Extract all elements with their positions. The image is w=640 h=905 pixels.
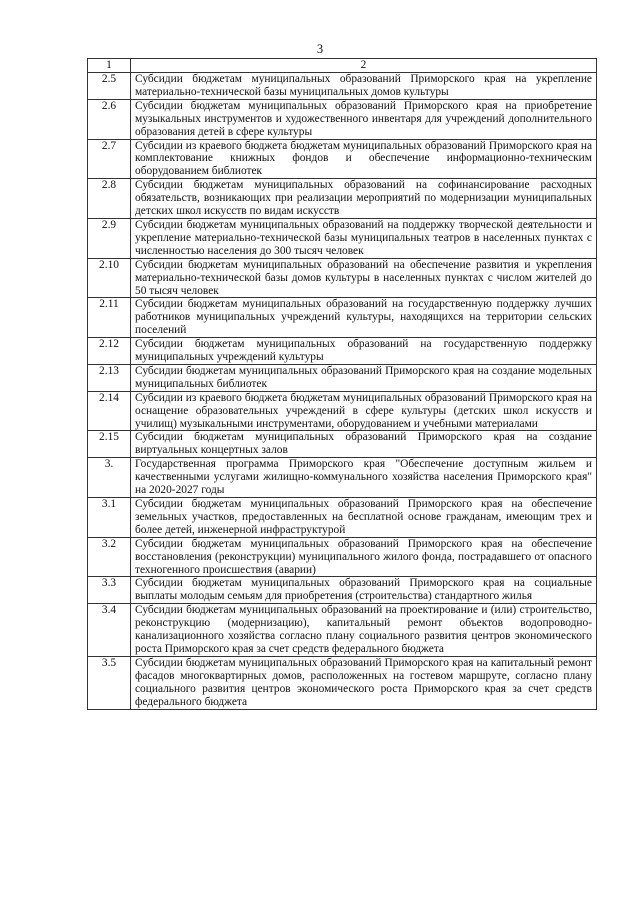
row-number: 2.13 [88, 364, 131, 391]
row-number: 2.12 [88, 338, 131, 365]
table-row [88, 139, 597, 179]
row-number: 2.6 [88, 99, 131, 139]
header-cell-2: 2 [131, 59, 597, 73]
table-row [88, 577, 597, 604]
row-text: Субсидии бюджетам муниципальных образований на проектирование и (или) строительство, реконструкцию (модернизацию), капитальный ремонт объектов водопроводно-канализационного хозяйства согласно плану социального развития центров экономического роста Приморского края за счет средств федерального бюджета [131, 604, 597, 657]
table-row [88, 218, 597, 258]
row-number: 2.14 [88, 391, 131, 431]
table-row [88, 73, 597, 100]
table-row [88, 179, 597, 219]
row-number: 3.3 [88, 577, 131, 604]
row-text: Субсидии бюджетам муниципальных образований на государственную поддержку муниципальных учреждений культуры [131, 338, 597, 365]
row-number: 3. [88, 458, 131, 498]
row-text: Субсидии бюджетам муниципальных образований на поддержку творческой деятельности и укрепление материально-технической базы муниципальных театров в населенных пунктах с численностью населения до 300 тысяч человек [131, 218, 597, 258]
row-text: Государственная программа Приморского края "Обеспечение доступным жильем и качественными услугами жилищно-коммунального хозяйства населения Приморского края" на 2020-2027 годы [131, 458, 597, 498]
row-text: Субсидии бюджетам муниципальных образований на обеспечение развития и укрепления материально-технической базы домов культуры в населенных пунктах с числом жителей до 50 тысяч человек [131, 258, 597, 298]
row-text: Субсидии бюджетам муниципальных образований Приморского края на создание модельных муниципальных библиотек [131, 364, 597, 391]
row-text: Субсидии бюджетам муниципальных образований Приморского края на социальные выплаты молодым семьям для приобретения (строительства) стандартного жилья [131, 577, 597, 604]
row-text: Субсидии из краевого бюджета бюджетам муниципальных образований Приморского края на оснащение образовательных учреждений в сфере культуры (детских школ искусств и училищ) музыкальными инструментами, оборудованием и учебными материалами [131, 391, 597, 431]
table-row [88, 537, 597, 577]
row-text: Субсидии бюджетам муниципальных образований Приморского края на приобретение музыкальных инструментов и художественного инвентаря для учреждений дополнительного образования детей в сфере культуры [131, 99, 597, 139]
row-text: Субсидии бюджетам муниципальных образований Приморского края на обеспечение земельных участков, предоставленных на бесплатной основе гражданам, имеющим трех и более детей, инженерной инфраструктурой [131, 498, 597, 538]
table-row [88, 338, 597, 365]
row-text: Субсидии из краевого бюджета бюджетам муниципальных образований Приморского края на комплектование книжных фондов и обеспечение информационно-техническим оборудованием библиотек [131, 139, 597, 179]
row-number: 2.15 [88, 431, 131, 458]
page-number: 3 [316, 42, 324, 56]
table-header-row [88, 59, 597, 73]
row-number: 3.1 [88, 498, 131, 538]
table-row [88, 99, 597, 139]
row-text: Субсидии бюджетам муниципальных образований на государственную поддержку лучших работников муниципальных учреждений культуры, находящихся на территории сельских поселений [131, 298, 597, 338]
row-text: Субсидии бюджетам муниципальных образований на софинансирование расходных обязательств, возникающих при реализации мероприятий по модернизации муниципальных детских школ искусств по видам искусств [131, 179, 597, 219]
table-row [88, 391, 597, 431]
table-row [88, 431, 597, 458]
row-number: 2.11 [88, 298, 131, 338]
row-text: Субсидии бюджетам муниципальных образований Приморского края на капитальный ремонт фасадов многоквартирных домов, расположенных на гостевом маршруте, согласно плану социального развития центров экономического роста Приморского края за счет средств федерального бюджета [131, 656, 597, 709]
row-number: 2.9 [88, 218, 131, 258]
table-row [88, 364, 597, 391]
table-row [88, 656, 597, 709]
table-row [88, 604, 597, 657]
table-row [88, 258, 597, 298]
table-row [88, 298, 597, 338]
row-number: 3.4 [88, 604, 131, 657]
table-row [88, 458, 597, 498]
row-number: 3.5 [88, 656, 131, 709]
row-text: Субсидии бюджетам муниципальных образований Приморского края на обеспечение восстановления (реконструкции) муниципального жилого фонда, пострадавшего от опасного техногенного происшествия (аварии) [131, 537, 597, 577]
row-number: 2.10 [88, 258, 131, 298]
row-number: 3.2 [88, 537, 131, 577]
table-row [88, 498, 597, 538]
row-text: Субсидии бюджетам муниципальных образований Приморского края на укрепление материально-технической базы муниципальных домов культуры [131, 73, 597, 100]
subsidies-table [87, 58, 597, 710]
row-number: 2.7 [88, 139, 131, 179]
row-number: 2.5 [88, 73, 131, 100]
row-number: 2.8 [88, 179, 131, 219]
row-text: Субсидии бюджетам муниципальных образований Приморского края на создание виртуальных концертных залов [131, 431, 597, 458]
header-cell-1: 1 [88, 59, 131, 73]
